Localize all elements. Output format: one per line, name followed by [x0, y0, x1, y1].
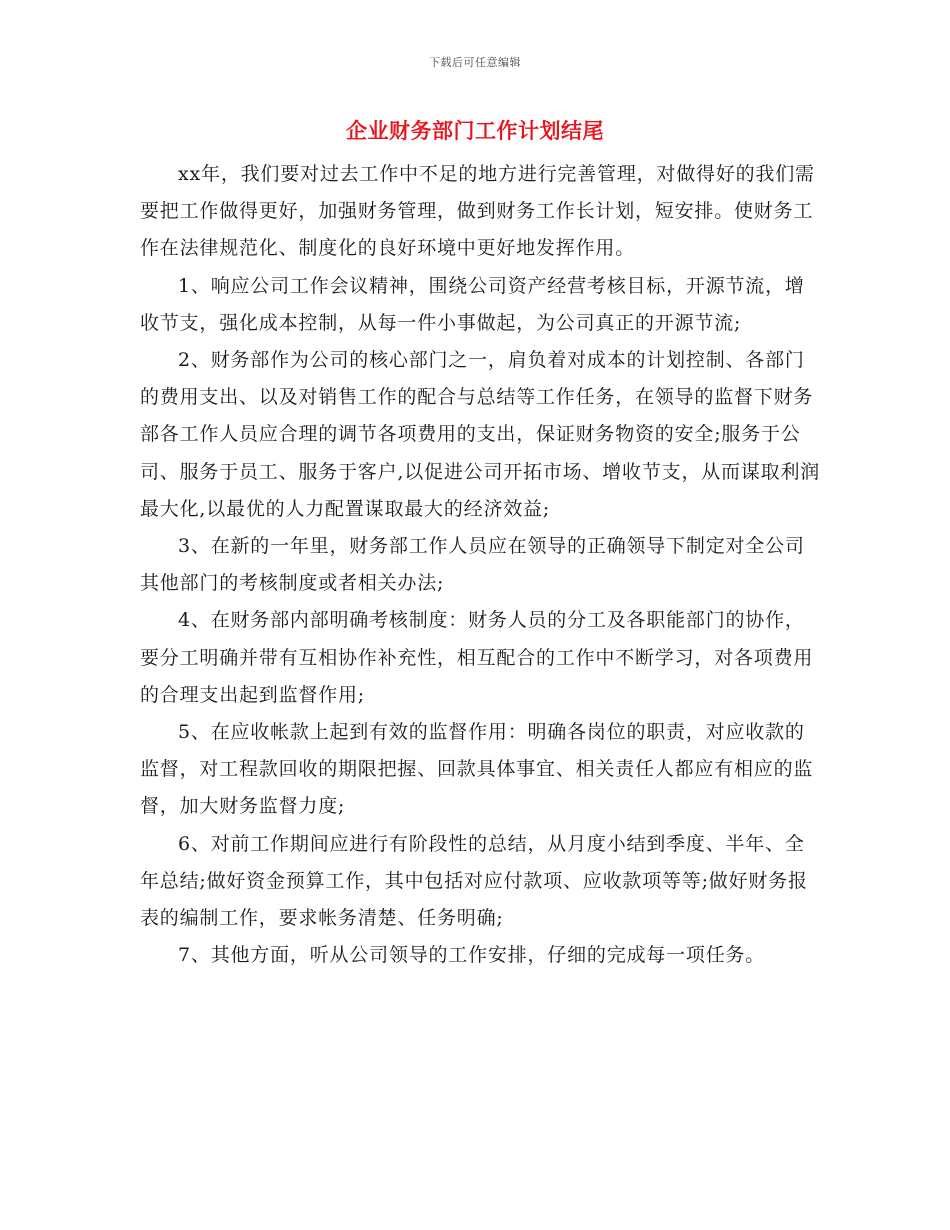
document-title: 企业财务部门工作计划结尾 — [346, 118, 604, 143]
header-note: 下载后可任意编辑 — [429, 56, 521, 69]
item-paragraph-3: 3、在新的一年里，财务部工作人员应在领导的正确领导下制定对全公司其他部门的考核制度或者相关办法; — [140, 535, 805, 595]
item-paragraph-6: 6、对前工作期间应进行有阶段性的总结，从月度小结到季度、半年、全年总结;做好资金预算工作，其中包括对应付款项、应收款项等等;做好财务报表的编制工作，要求帐务清楚、任务明确; — [140, 832, 808, 930]
intro-paragraph: xx年，我们要对过去工作中不足的地方进行完善管理，对做得好的我们需要把工作做得更好，加强财务管理，做到财务工作长计划，短安排。使财务工作在法律规范化、制度化的良好环境中更好地发挥作用。 — [140, 163, 815, 260]
item-paragraph-7: 7、其他方面，听从公司领导的工作安排，仔细的完成每一项任务。 — [178, 944, 766, 967]
item-paragraph-1: 1、响应公司工作会议精神，围绕公司资产经营考核目标，开源节流，增收节支，强化成本控制，从每一件小事做起，为公司真正的开源节流; — [140, 274, 805, 334]
item-paragraph-2: 2、财务部作为公司的核心部门之一，肩负着对成本的计划控制、各部门的费用支出、以及对销售工作的配合与总结等工作任务，在领导的监督下财务部各工作人员应合理的调节各项费用的支出，保证财务物资的安全;服务于公司、服务于员工、服务于客户,以促进公司开拓市场、增收节支，从而谋取利润最大化,以最优的人力配置谋取最大的经济效益; — [140, 349, 821, 520]
document-body — [140, 156, 823, 974]
item-paragraph-5: 5、在应收帐款上起到有效的监督作用：明确各岗位的职责，对应收款的监督，对工程款回收的期限把握、回款具体事宜、相关责任人都应有相应的监督，加大财务监督力度; — [140, 721, 814, 818]
item-paragraph-4: 4、在财务部内部明确考核制度：财务人员的分工及各职能部门的协作，要分工明确并带有互相协作补充性，相互配合的工作中不断学习，对各项费用的合理支出起到监督作用; — [140, 609, 814, 706]
